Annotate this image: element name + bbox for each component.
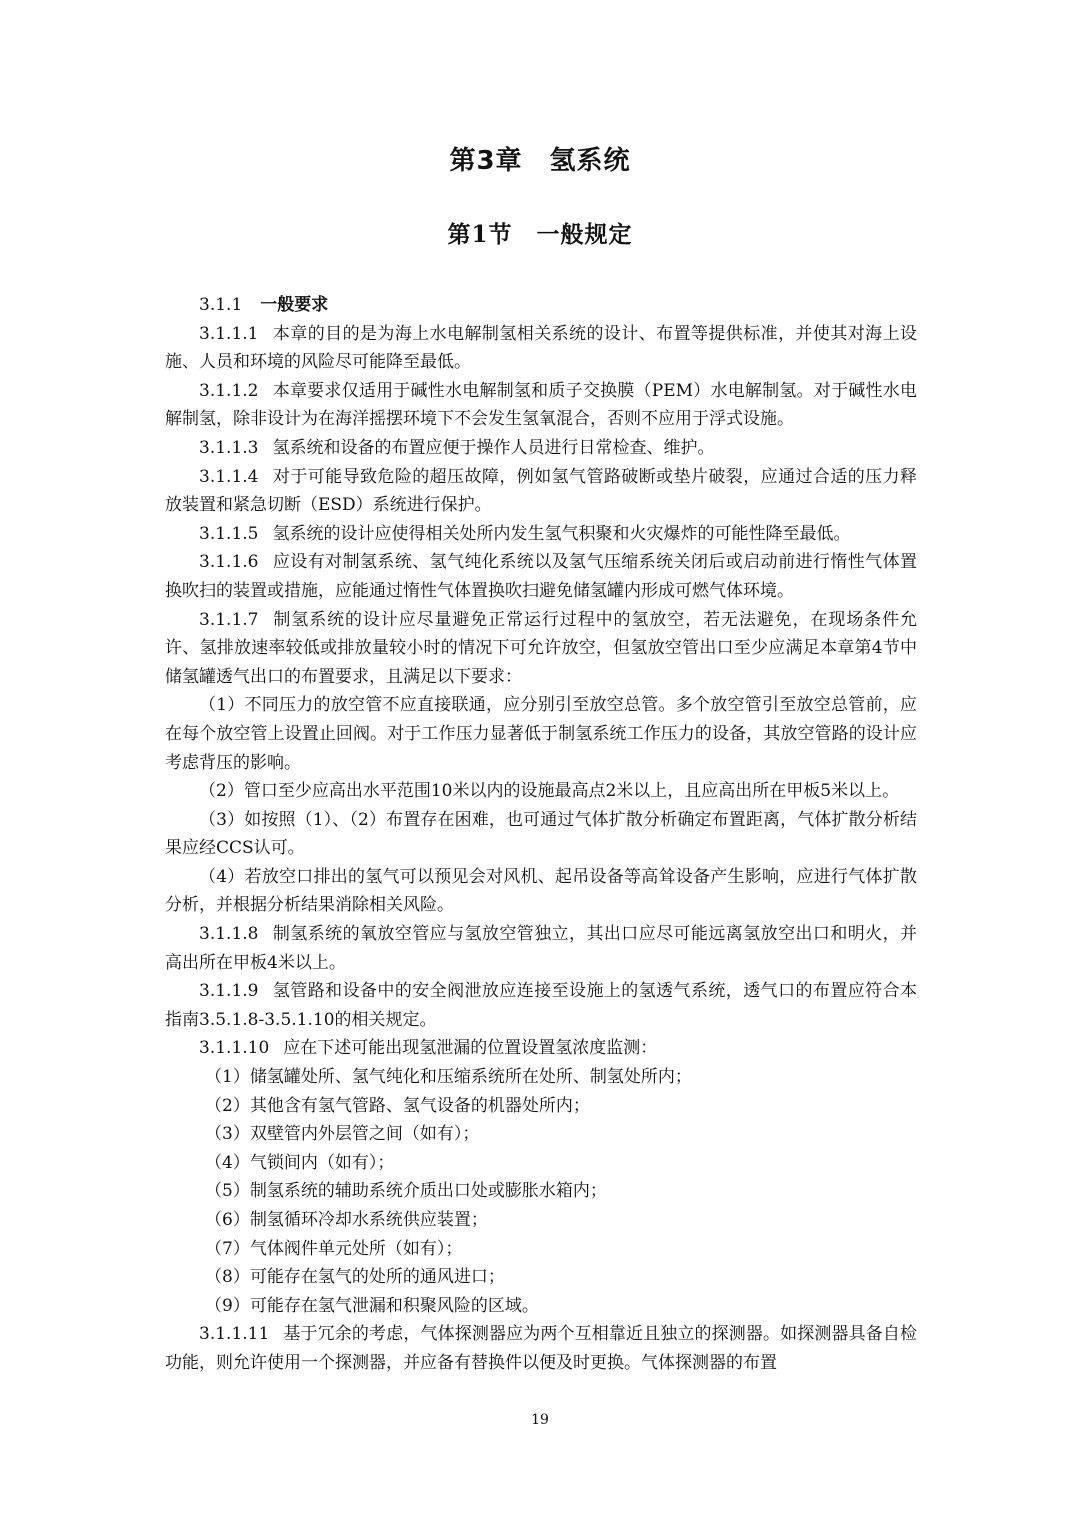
- clause-number: 3.1.1.9: [199, 981, 259, 1002]
- clause-number: 3.1.1.3: [199, 437, 259, 458]
- clause-3-1-1-6: [165, 548, 917, 605]
- clause-number: 3.1.1.1: [199, 323, 259, 344]
- clause-heading-text: 一般要求: [260, 295, 329, 315]
- clause-text: 对于可能导致危险的超压故障，例如氢气管路破断或垫片破裂，应通过合适的压力释放装置和紧急切断（ESD）系统进行保护。: [165, 466, 917, 516]
- clause-number: 3.1.1.11: [199, 1324, 270, 1345]
- clause-text: （2）管口至少应高出水平范围10米以内的设施最高点2米以上，且应高出所在甲板5米以上。: [199, 781, 900, 802]
- clause-heading: [165, 291, 917, 320]
- list-item: （1）储氢罐处所、氢气纯化和压缩系统所在处所、制氢处所内；: [205, 1067, 692, 1088]
- section-title: 第1节 一般规定: [447, 221, 633, 248]
- clause-3-1-1-8: [165, 920, 917, 977]
- clause-3-1-1-7-item-2: [165, 777, 917, 806]
- list-item: （6）制氢循环冷却水系统供应装置；: [205, 1210, 488, 1230]
- clause-text: （3）如按照（1）、（2）布置存在困难，也可通过气体扩散分析确定布置距离，气体扩散分析结果应经CCS认可。: [165, 809, 917, 859]
- clause-3-1-1-1: [165, 320, 917, 377]
- clause-text: 应设有对制氢系统、氢气纯化系统以及氢气压缩系统关闭后或启动前进行惰性气体置换吹扫的装置或措施，应能通过惰性气体置换吹扫避免储氢罐内形成可燃气体环境。: [165, 552, 917, 601]
- clause-text: 氢管路和设备中的安全阀泄放应连接至设施上的氢透气系统，透气口的布置应符合本指南3.5.1.8-3.5.1.10的相关规定。: [165, 981, 917, 1030]
- clause-number: 3.1.1.7: [199, 609, 259, 630]
- clause-text: 制氢系统的氧放空管应与氢放空管独立，其出口应尽可能远离氢放空出口和明火，并高出所在甲板4米以上。: [165, 924, 917, 973]
- document-body: [165, 291, 917, 1378]
- clause-text: 应在下述可能出现氢泄漏的位置设置氢浓度监测：: [283, 1038, 658, 1059]
- clause-text: （1）不同压力的放空管不应直接联通，应分别引至放空总管。多个放空管引至放空总管前，应在每个放空管上设置止回阀。对于工作压力显著低于制氢系统工作压力的设备，其放空管路的设计应考虑背压的影响。: [165, 695, 917, 773]
- clause-number: 3.1.1.4: [199, 466, 259, 487]
- list-item: （4）气锁间内（如有）；: [205, 1152, 395, 1173]
- list-item: （8）可能存在氢气的处所的通风进口；: [205, 1267, 505, 1288]
- clause-3-1-1-5: [165, 520, 917, 549]
- clause-3-1-1-7-item-3: [165, 806, 917, 863]
- clause-text: 氢系统的设计应使得相关处所内发生氢气积聚和火灾爆炸的可能性降至最低。: [272, 523, 851, 544]
- list-item: （3）双壁管内外层管之间（如有）；: [205, 1124, 480, 1145]
- clause-3-1-1-11: [165, 1320, 917, 1377]
- clause-3-1-1-10: [165, 1034, 917, 1063]
- list-item: （2）其他含有氢气管路、氢气设备的机器处所内；: [205, 1095, 590, 1116]
- list-item: （7）气体阀件单元处所（如有）；: [205, 1238, 463, 1259]
- clause-3-1-1-7-item-4: [165, 863, 917, 920]
- clause-text: 制氢系统的设计应尽量避免正常运行过程中的氢放空，若无法避免，在现场条件允许、氢排放速率较低或排放量较小时的情况下可允许放空，但氢放空管出口至少应满足本章第4节中储氢罐透气出口的布置要求，且满足以下要求：: [165, 609, 917, 687]
- clause-3-1-1-7: [165, 606, 917, 692]
- clause-3-1-1-4: [165, 463, 917, 520]
- chapter-title: 第3章 氢系统: [449, 146, 631, 176]
- clause-text: 基于冗余的考虑，气体探测器应为两个互相靠近且独立的探测器。如探测器具备自检功能，则允许使用一个探测器，并应备有替换件以便及时更换。气体探测器的布置: [165, 1324, 917, 1373]
- clause-heading-number: 3.1.1: [199, 295, 243, 315]
- clause-3-1-1-7-item-1: [165, 691, 917, 777]
- clause-number: 3.1.1.6: [199, 552, 259, 573]
- clause-number: 3.1.1.5: [199, 523, 259, 544]
- list-item: （9）可能存在氢气泄漏和积聚风险的区域。: [205, 1295, 539, 1316]
- list-item: （5）制氢系统的辅助系统介质出口处或膨胀水箱内；: [205, 1181, 607, 1202]
- clause-text: 氢系统和设备的布置应便于操作人员进行日常检查、维护。: [272, 437, 715, 458]
- clause-3-1-1-9: [165, 977, 917, 1034]
- clause-text: 本章要求仅适用于碱性水电解制氢和质子交换膜（PEM）水电解制氢。对于碱性水电解制氢，除非设计为在海洋摇摆环境下不会发生氢氧混合，否则不应用于浮式设施。: [165, 380, 917, 430]
- clause-number: 3.1.1.2: [199, 380, 259, 401]
- clause-text: 本章的目的是为海上水电解制氢相关系统的设计、布置等提供标准，并使其对海上设施、人员和环境的风险尽可能降至最低。: [165, 323, 917, 373]
- clause-3-1-1-3: [165, 434, 917, 463]
- page-number: 19: [531, 1412, 549, 1428]
- clause-text: （4）若放空口排出的氢气可以预见会对风机、起吊设备等高耸设备产生影响，应进行气体扩散分析，并根据分析结果消除相关风险。: [165, 866, 917, 916]
- clause-number: 3.1.1.8: [199, 924, 259, 945]
- clause-3-1-1-2: [165, 377, 917, 434]
- clause-number: 3.1.1.10: [199, 1038, 270, 1059]
